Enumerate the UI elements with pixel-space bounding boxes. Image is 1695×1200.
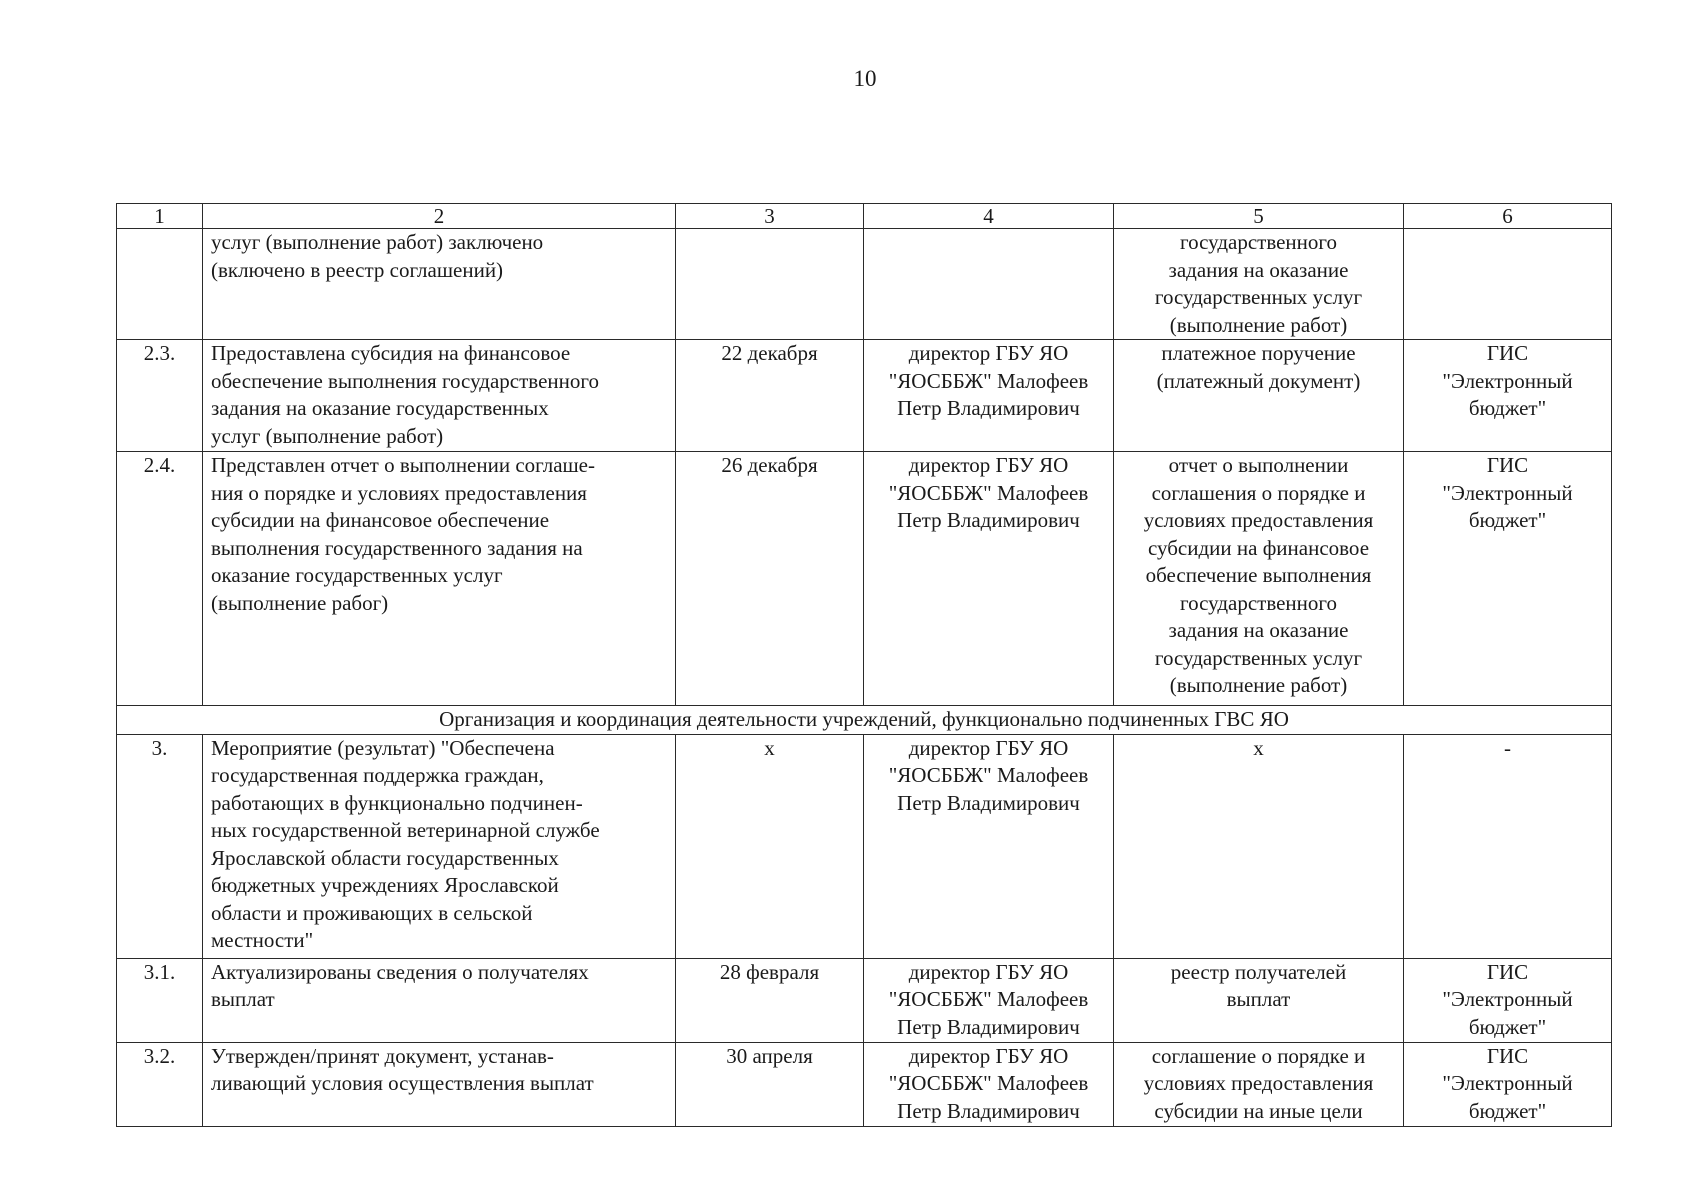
table-row (117, 340, 1612, 452)
row-responsible: директор ГБУ ЯО "ЯОСББЖ" Малофеев Петр Владимирович (864, 340, 1114, 452)
section-title: Организация и координация деятельности учреждений, функционально подчиненных ГВС ЯО (117, 706, 1612, 735)
row-deadline (676, 229, 864, 340)
row-document: соглашение о порядке и условиях предоставления субсидии на иные цели (1114, 1042, 1404, 1126)
table-header-row (117, 204, 1612, 229)
row-deadline: 22 декабря (676, 340, 864, 452)
section-row (117, 706, 1612, 735)
row-description: Актуализированы сведения о получателях выплат (203, 958, 676, 1042)
row-description: услуг (выполнение работ) заключено (включено в реестр соглашений) (203, 229, 676, 340)
table-row (117, 734, 1612, 958)
row-responsible: директор ГБУ ЯО "ЯОСББЖ" Малофеев Петр Владимирович (864, 1042, 1114, 1126)
row-responsible: директор ГБУ ЯО "ЯОСББЖ" Малофеев Петр Владимирович (864, 958, 1114, 1042)
table-row (117, 1042, 1612, 1126)
column-header: 2 (203, 204, 676, 229)
row-deadline: 30 апреля (676, 1042, 864, 1126)
column-header: 3 (676, 204, 864, 229)
column-header: 6 (1404, 204, 1612, 229)
row-number: 3. (117, 734, 203, 958)
row-system: ГИС "Электронный бюджет" (1404, 340, 1612, 452)
column-header: 4 (864, 204, 1114, 229)
table-row (117, 229, 1612, 340)
row-system (1404, 229, 1612, 340)
row-system: ГИС "Электронный бюджет" (1404, 958, 1612, 1042)
row-deadline: х (676, 734, 864, 958)
row-number: 2.4. (117, 452, 203, 706)
row-system: ГИС "Электронный бюджет" (1404, 452, 1612, 706)
row-number: 3.2. (117, 1042, 203, 1126)
row-deadline: 28 февраля (676, 958, 864, 1042)
column-header: 1 (117, 204, 203, 229)
plan-table (116, 203, 1612, 1127)
row-responsible: директор ГБУ ЯО "ЯОСББЖ" Малофеев Петр Владимирович (864, 734, 1114, 958)
row-system: - (1404, 734, 1612, 958)
row-number: 2.3. (117, 340, 203, 452)
row-description: Предоставлена субсидия на финансовое обеспечение выполнения государственного задания на оказание государственных услуг (выполнение работ) (203, 340, 676, 452)
row-document: отчет о выполнении соглашения о порядке и условиях предоставления субсидии на финансовое обеспечение выполнения государственного задания на оказание государственных услуг (выполнение работ) (1114, 452, 1404, 706)
row-number (117, 229, 203, 340)
page-number: 10 (853, 66, 877, 91)
row-document: платежное поручение (платежный документ) (1114, 340, 1404, 452)
row-number: 3.1. (117, 958, 203, 1042)
row-document: х (1114, 734, 1404, 958)
row-system: ГИС "Электронный бюджет" (1404, 1042, 1612, 1126)
table-row (117, 452, 1612, 706)
row-deadline: 26 декабря (676, 452, 864, 706)
row-description: Представлен отчет о выполнении соглаше- ния о порядке и условиях предоставления субсидии на финансовое обеспечение выполнения государственного задания на оказание государственных услуг (выполнение рабог) (203, 452, 676, 706)
row-document: государственного задания на оказание государственных услуг (выполнение работ) (1114, 229, 1404, 340)
row-document: реестр получателей выплат (1114, 958, 1404, 1042)
row-responsible: директор ГБУ ЯО "ЯОСББЖ" Малофеев Петр Владимирович (864, 452, 1114, 706)
table-row (117, 958, 1612, 1042)
row-responsible (864, 229, 1114, 340)
column-header: 5 (1114, 204, 1404, 229)
row-description: Утвержден/принят документ, устанав- ливающий условия осуществления выплат (203, 1042, 676, 1126)
row-description: Мероприятие (результат) "Обеспечена государственная поддержка граждан, работающих в функционально подчинен- ных государственной ветеринарной службе Ярославской области государственных бюджетных учреждениях Ярославской области и проживающих в сельской местности" (203, 734, 676, 958)
